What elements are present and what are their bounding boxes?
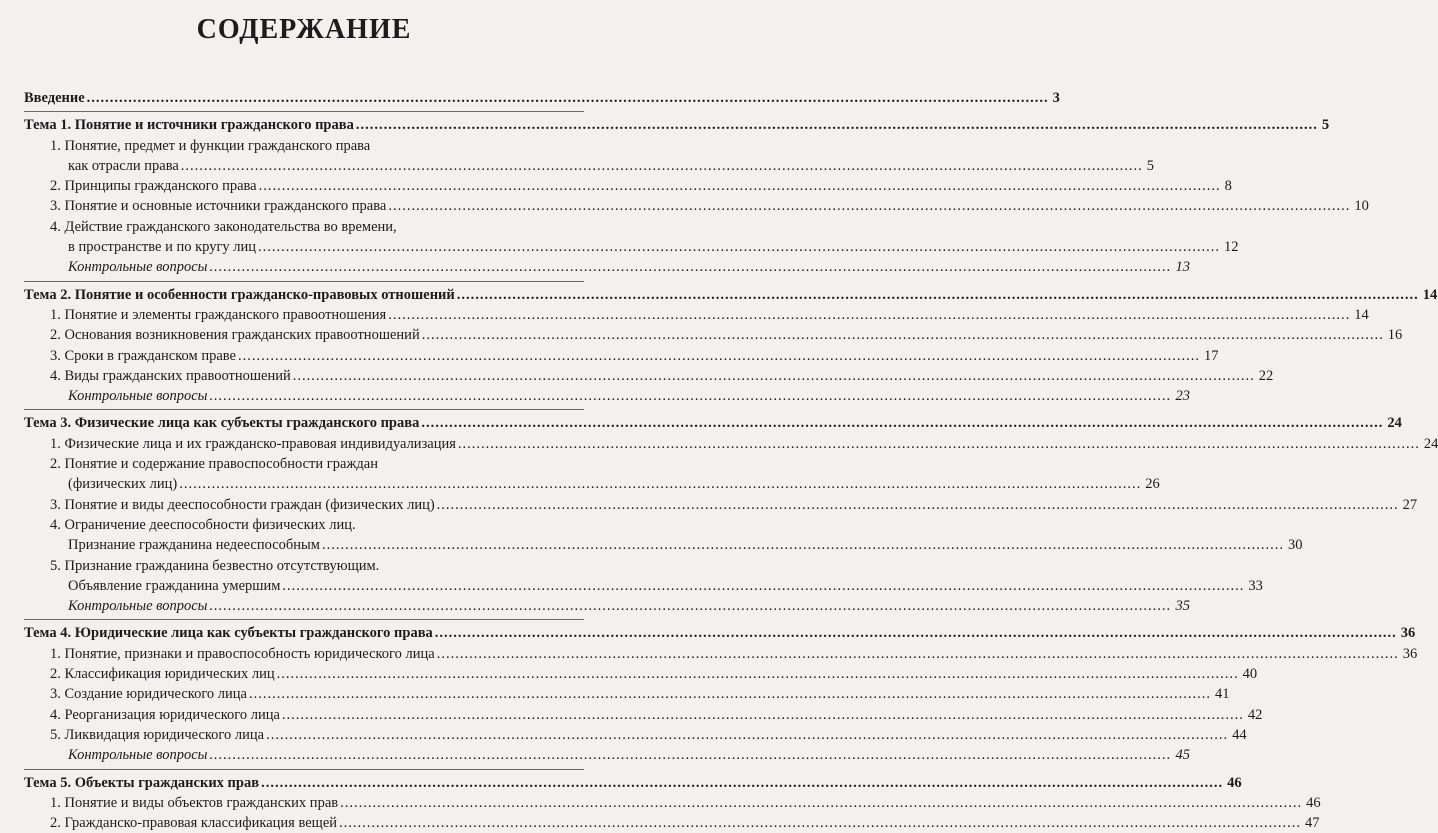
toc-item-text: 3. Понятие и основные источники гражданского права bbox=[50, 198, 387, 215]
dot-leader bbox=[210, 257, 1172, 277]
dot-leader bbox=[210, 745, 1172, 765]
toc-review-questions[interactable] bbox=[24, 257, 1190, 277]
toc-topic-4[interactable] bbox=[24, 623, 1416, 643]
dot-leader bbox=[282, 705, 1244, 725]
toc-item-text: 5. Ликвидация юридического лица bbox=[50, 726, 265, 743]
toc-item[interactable] bbox=[24, 196, 1369, 216]
page-number: 5 bbox=[1146, 157, 1155, 174]
section-divider bbox=[24, 409, 584, 410]
toc-review-questions[interactable] bbox=[24, 386, 1190, 406]
toc-item-text: 1. Понятие, признаки и правоспособность юридического лица bbox=[50, 645, 435, 662]
toc-entry-intro[interactable] bbox=[24, 88, 1060, 108]
toc-item[interactable] bbox=[24, 176, 1232, 196]
toc-item[interactable] bbox=[24, 664, 1258, 684]
toc-topic-4-text: Тема 4. Юридические лица как субъекты гражданского права bbox=[24, 625, 433, 642]
dot-leader bbox=[210, 386, 1172, 406]
dot-leader bbox=[356, 115, 1318, 135]
dot-leader bbox=[238, 346, 1200, 366]
page-number: 41 bbox=[1215, 686, 1230, 703]
dot-leader bbox=[293, 366, 1255, 386]
dot-leader bbox=[249, 684, 1211, 704]
page-number: 5 bbox=[1321, 117, 1330, 134]
toc-item-text: Объявление гражданина умершим bbox=[68, 577, 281, 594]
page-number: 14 bbox=[1354, 306, 1369, 323]
toc-item[interactable] bbox=[24, 325, 1403, 345]
dot-leader bbox=[435, 623, 1397, 643]
page-number: 46 bbox=[1227, 774, 1242, 791]
toc-item-text: 2. Классификация юридических лиц bbox=[50, 666, 275, 683]
dot-leader bbox=[437, 644, 1399, 664]
toc-topic-5-text: Тема 5. Объекты гражданских прав bbox=[24, 774, 260, 791]
toc-item[interactable] bbox=[24, 156, 1155, 176]
page-number: 8 bbox=[1224, 178, 1232, 195]
dot-leader bbox=[421, 413, 1383, 433]
toc-topic-3-text: Тема 3. Физические лица как субъекты гражданского права bbox=[24, 415, 420, 432]
toc-item-text: 1. Понятие и элементы гражданского правоотношения bbox=[50, 306, 387, 323]
toc-item-line[interactable]: 4. Действие гражданского законодательства во времени, bbox=[50, 218, 397, 235]
toc-item[interactable] bbox=[24, 495, 1418, 515]
dot-leader bbox=[277, 664, 1239, 684]
section-divider bbox=[24, 619, 584, 620]
page-number: 30 bbox=[1287, 537, 1303, 554]
toc-item-line[interactable]: 2. Понятие и содержание правоспособности граждан bbox=[50, 456, 378, 473]
dot-leader bbox=[458, 434, 1420, 454]
section-divider bbox=[24, 281, 584, 282]
dot-leader bbox=[388, 196, 1350, 216]
dot-leader bbox=[210, 596, 1172, 616]
toc-item-line[interactable]: 4. Ограничение дееспособности физических лиц. bbox=[50, 516, 356, 533]
page-number: 12 bbox=[1224, 239, 1239, 256]
toc-item-line[interactable]: 1. Понятие, предмет и функции гражданского права bbox=[50, 137, 371, 154]
dot-leader bbox=[322, 535, 1284, 555]
section-divider bbox=[24, 111, 584, 112]
toc-topic-5[interactable] bbox=[24, 773, 1242, 793]
toc-item[interactable] bbox=[24, 684, 1230, 704]
toc-item-text: 2. Принципы гражданского права bbox=[50, 178, 257, 195]
dot-leader bbox=[282, 576, 1244, 596]
toc-item-text: 1. Физические лица и их гражданско-правовая индивидуализация bbox=[50, 435, 456, 452]
page-number: 14 bbox=[1422, 286, 1438, 303]
toc-review-questions-text: Контрольные вопросы bbox=[68, 259, 208, 276]
toc-item-text: как отрасли права bbox=[68, 157, 179, 174]
toc-review-questions-text: Контрольные вопросы bbox=[68, 598, 208, 615]
toc-item-text: (физических лиц) bbox=[68, 476, 178, 493]
dot-leader bbox=[259, 176, 1221, 196]
toc-item-text: 3. Сроки в гражданском праве bbox=[50, 347, 236, 364]
toc-item[interactable] bbox=[24, 305, 1369, 325]
page-number: 33 bbox=[1248, 577, 1263, 594]
page-number: 36 bbox=[1402, 645, 1418, 662]
toc-review-questions-text: Контрольные вопросы bbox=[68, 747, 208, 764]
toc-item[interactable] bbox=[24, 237, 1239, 257]
page-number: 44 bbox=[1232, 726, 1247, 743]
dot-leader bbox=[340, 793, 1302, 813]
page-number: 40 bbox=[1242, 666, 1258, 683]
page-number: 17 bbox=[1203, 347, 1219, 364]
page-number: 24 bbox=[1423, 435, 1438, 452]
dot-leader bbox=[266, 725, 1228, 745]
page-number: 47 bbox=[1305, 815, 1320, 832]
dot-leader bbox=[87, 88, 1049, 108]
dot-leader bbox=[261, 773, 1223, 793]
page-number: 3 bbox=[1052, 90, 1060, 106]
dot-leader bbox=[339, 813, 1301, 833]
toc-item[interactable] bbox=[24, 576, 1263, 596]
dot-leader bbox=[422, 325, 1384, 345]
toc-item[interactable] bbox=[24, 346, 1219, 366]
toc-topic-2-text: Тема 2. Понятие и особенности гражданско-правовых отношений bbox=[24, 286, 455, 303]
page-number: 46 bbox=[1306, 794, 1321, 811]
toc-item-text: 2. Основания возникновения гражданских правоотношений bbox=[50, 327, 420, 344]
toc-topic-3[interactable] bbox=[24, 413, 1402, 433]
page-number: 42 bbox=[1247, 706, 1263, 723]
page-number: 45 bbox=[1175, 747, 1190, 764]
toc-item[interactable] bbox=[24, 474, 1160, 494]
toc-item-text: 1. Понятие и виды объектов гражданских прав bbox=[50, 794, 339, 811]
toc-entry-intro-text: Введение bbox=[24, 90, 85, 106]
dot-leader bbox=[181, 156, 1143, 176]
dot-leader bbox=[258, 237, 1220, 257]
dot-leader bbox=[457, 285, 1419, 305]
toc-item[interactable] bbox=[24, 644, 1418, 664]
toc-item-text: в пространстве и по кругу лиц bbox=[68, 239, 257, 256]
section-divider bbox=[24, 769, 584, 770]
toc-item[interactable] bbox=[24, 434, 1438, 454]
dot-leader bbox=[437, 495, 1399, 515]
toc-review-questions[interactable] bbox=[24, 596, 1190, 616]
table-of-contents bbox=[24, 88, 1438, 833]
toc-item[interactable] bbox=[24, 705, 1263, 725]
toc-item-text: 2. Гражданско-правовая классификация вещей bbox=[50, 815, 338, 832]
toc-review-questions[interactable] bbox=[24, 745, 1190, 765]
toc-item[interactable] bbox=[24, 725, 1247, 745]
page-number: 24 bbox=[1387, 415, 1402, 432]
page-title: СОДЕРЖАНИЕ bbox=[196, 14, 412, 45]
dot-leader bbox=[179, 474, 1141, 494]
toc-item-text: 4. Виды гражданских правоотношений bbox=[50, 367, 291, 384]
page-number: 26 bbox=[1145, 476, 1160, 493]
dot-leader bbox=[388, 305, 1350, 325]
page-number: 13 bbox=[1175, 259, 1190, 276]
toc-item-text: 4. Реорганизация юридического лица bbox=[50, 706, 280, 723]
toc-item[interactable] bbox=[24, 366, 1274, 386]
toc-item-text: 3. Понятие и виды дееспособности граждан (физических лиц) bbox=[50, 496, 435, 513]
toc-topic-1[interactable] bbox=[24, 115, 1330, 135]
page-number: 23 bbox=[1175, 388, 1190, 405]
page-number: 27 bbox=[1402, 496, 1418, 513]
toc-item[interactable] bbox=[24, 813, 1320, 833]
toc-review-questions-text: Контрольные вопросы bbox=[68, 388, 208, 405]
toc-item[interactable] bbox=[24, 793, 1321, 813]
toc-topic-1-text: Тема 1. Понятие и источники гражданского права bbox=[24, 117, 354, 134]
toc-item[interactable] bbox=[24, 535, 1303, 555]
page-number: 16 bbox=[1387, 327, 1403, 344]
page-number: 22 bbox=[1258, 367, 1274, 384]
page-number: 35 bbox=[1175, 598, 1190, 615]
page-number: 36 bbox=[1400, 625, 1416, 642]
toc-topic-2[interactable] bbox=[24, 285, 1438, 305]
toc-item-line[interactable]: 5. Признание гражданина безвестно отсутствующим. bbox=[50, 557, 380, 574]
toc-item-text: 3. Создание юридического лица bbox=[50, 686, 247, 703]
page-number: 10 bbox=[1354, 198, 1369, 215]
toc-item-text: Признание гражданина недееспособным bbox=[68, 537, 320, 554]
